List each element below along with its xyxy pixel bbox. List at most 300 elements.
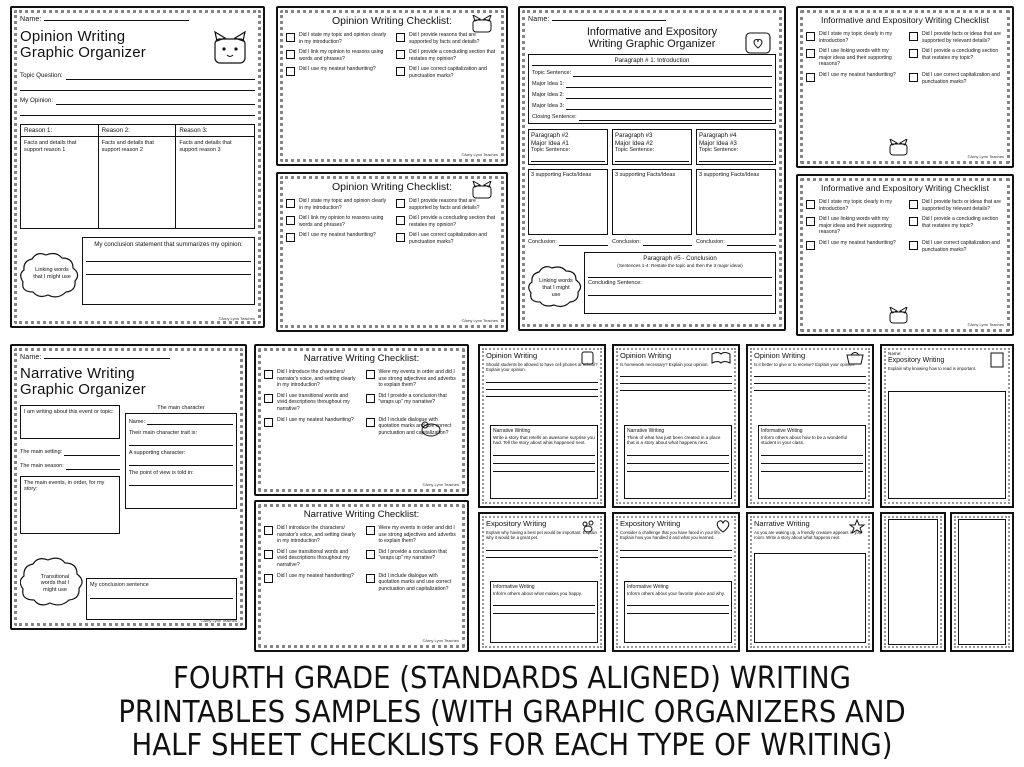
conclusion-rule	[727, 239, 776, 246]
intro-row-rule	[579, 113, 772, 121]
prompt-card-text: As you are waking up, a friendly creature appears in your room. Write a story about what happens next.	[754, 530, 863, 541]
writing-line	[627, 464, 729, 472]
checklist-item[interactable]	[366, 549, 460, 569]
checklist-item-label: Did I use my neatest handwriting?	[277, 572, 354, 579]
writing-line	[620, 551, 732, 558]
organizer-title-line2: Graphic Organizer	[20, 380, 146, 398]
checklist-item[interactable]	[264, 393, 358, 413]
writing-line	[754, 377, 866, 384]
checklist-item[interactable]	[366, 417, 460, 437]
point-of-view-rule	[129, 477, 233, 486]
writing-line	[493, 598, 595, 606]
checkbox[interactable]	[286, 216, 295, 225]
checklist-item[interactable]	[286, 232, 388, 245]
checklist-item-label: Did I provide reasons that are supported by facts and details?	[409, 32, 480, 45]
topic-question-rule	[66, 71, 255, 80]
sub-prompt-text: Inform others about how to be a wonderful student in your class.	[761, 434, 848, 446]
checklist-item[interactable]	[286, 215, 388, 228]
copyright-text: ©Amy Lynn Teaches	[218, 316, 255, 321]
sub-prompt-text: Write a story that retells an awesome surprise you had. Tell the story about what happened next.	[493, 434, 595, 446]
checklist-item-label: Did I use correct capitalization and punctuation marks?	[922, 240, 1000, 253]
conclusion-label: My conclusion statement that summarizes my opinion:	[94, 241, 243, 249]
paragraph-3-box	[612, 129, 692, 165]
writing-line	[754, 370, 866, 377]
checkbox[interactable]	[264, 574, 273, 583]
checklist-item[interactable]	[909, 240, 1004, 253]
conclusion-label: Conclusion:	[612, 239, 641, 246]
checklist-item-label: Did I link my opinion to reasons using words and phrases?	[299, 215, 384, 228]
checklist-item-label: Did I use my neatest handwriting?	[299, 66, 376, 73]
checkbox[interactable]	[396, 216, 405, 225]
checkbox[interactable]	[366, 370, 375, 379]
checkbox[interactable]	[264, 526, 273, 535]
facts-cell-1	[21, 137, 99, 228]
cat-doodle-icon	[886, 139, 912, 157]
checkbox[interactable]	[264, 550, 273, 559]
sub-prompt-title: Narrative Writing	[493, 428, 531, 434]
character-trait-label: Their main character trait is:	[128, 430, 197, 437]
sub-prompt-box	[624, 425, 732, 499]
conclusion-rule-2	[86, 262, 251, 275]
checklist-item-label: Did I use my neatest handwriting?	[277, 416, 354, 423]
intro-row-label: Major Idea 3:	[532, 103, 565, 110]
sub-prompt-title: Informative Writing	[761, 428, 803, 434]
writing-area-box	[958, 519, 1006, 645]
sub-prompt-box	[490, 581, 598, 643]
checklist-item-label: Did I include dialogue with quotation marks and use correct punctuation and capitalization?	[378, 416, 452, 436]
writing-line	[627, 598, 729, 606]
checklist-item[interactable]	[909, 31, 1004, 44]
caption-line-2: PRINTABLES SAMPLES (WITH GRAPHIC ORGANIZERS AND	[118, 694, 906, 730]
checklist-item-label: Did I use linking words with my major ideas and their supporting reasons?	[819, 216, 892, 236]
prompt-card-expository-1	[880, 344, 1014, 508]
checklist-item-label: Did I state my topic clearly in my introduction?	[819, 199, 893, 212]
checkbox[interactable]	[806, 200, 815, 209]
organizer-title-line1: Informative and Expository	[586, 26, 718, 38]
checklist-item[interactable]	[909, 48, 1004, 68]
checkbox[interactable]	[286, 33, 295, 42]
linking-words-cloud	[20, 237, 82, 305]
paragraph-header: Paragraph #2	[531, 131, 569, 139]
prompt-card-lines	[754, 370, 866, 391]
name-field-label	[20, 15, 255, 23]
writing-line	[620, 544, 732, 551]
heart-icon	[714, 519, 732, 533]
checklist-item-label: Did I use transitional words and vivid descriptions throughout my narrative?	[277, 392, 350, 413]
intro-row-rule	[566, 91, 772, 99]
writing-line	[627, 448, 729, 456]
prompt-card-blank-2	[950, 512, 1014, 652]
conclusion-rule-1	[86, 249, 251, 262]
transitional-words-cloud	[20, 542, 86, 620]
writing-line	[493, 448, 595, 456]
facts-cell-3	[176, 137, 254, 228]
reason-label-3: Reason 3:	[179, 126, 208, 134]
checkbox[interactable]	[264, 394, 273, 403]
name-rule	[44, 353, 170, 359]
checklist-item[interactable]	[286, 66, 388, 79]
character-trait-rule	[129, 437, 233, 446]
topic-question-rule-2	[20, 80, 255, 91]
name-label: Name:	[20, 354, 42, 361]
sub-prompt-box	[624, 581, 732, 643]
prompt-card-text: Explain why having a best pet would be important. Explain why it would be a great pet.	[486, 530, 597, 541]
writing-line	[493, 464, 595, 472]
prompt-card-opinion-2	[612, 344, 740, 508]
checklist-item[interactable]	[909, 72, 1004, 85]
facts-label-2: Facts and details that support reason 2	[101, 140, 154, 154]
checklist-item-label: Did I introduce the characters/ narrator's voice, and setting clearly in my introduction?	[277, 525, 356, 545]
facts-cell-2	[99, 137, 177, 228]
checklist-item[interactable]	[286, 198, 388, 211]
opinion-writing-checklist-2	[276, 172, 508, 332]
writing-line	[620, 377, 732, 384]
writing-line	[620, 370, 732, 377]
paragraph-5-header: Paragraph #5 - Conclusion	[643, 255, 717, 263]
checkbox[interactable]	[806, 73, 815, 82]
checklist-item[interactable]	[264, 369, 358, 389]
checklist-title: Narrative Writing Checklist:	[303, 353, 420, 364]
checkbox[interactable]	[396, 199, 405, 208]
transition-cloud-text: Transitional words that I might use	[40, 573, 70, 594]
paragraph-header: Paragraph #4	[699, 131, 737, 139]
checkbox[interactable]	[396, 50, 405, 59]
sub-prompt-box	[490, 425, 598, 499]
writing-line	[620, 384, 732, 391]
intro-row-label: Closing Sentence:	[532, 114, 577, 121]
writing-line	[486, 551, 598, 558]
checkbox[interactable]	[909, 200, 918, 209]
checklist-title: Opinion Writing Checklist:	[331, 15, 453, 27]
checkbox[interactable]	[909, 73, 918, 82]
checkbox[interactable]	[366, 394, 375, 403]
checklist-item-label: Did I provide a concluding section that restates my opinion?	[409, 49, 496, 62]
checkbox[interactable]	[286, 50, 295, 59]
checkbox[interactable]	[286, 67, 295, 76]
prompt-card-title: Opinion Writing	[486, 351, 538, 360]
cat-doodle-icon	[207, 29, 253, 69]
checklist-item-label: Did I provide facts or ideas that are supported by relevant details?	[922, 199, 1001, 212]
support-box-2	[612, 169, 692, 235]
writing-area-box	[754, 553, 866, 643]
paragraph-rule	[699, 154, 773, 162]
sub-prompt-text: Inform others about what makes you happy.	[493, 590, 583, 596]
sub-prompt-text: Think of what has just been created in a place that is a story about what happens next.	[627, 434, 721, 446]
paragraph-5-rule-2	[588, 287, 772, 296]
character-name-rule	[147, 417, 233, 425]
intro-row-label: Major Idea 2:	[532, 92, 565, 99]
checkbox[interactable]	[806, 32, 815, 41]
prompt-card-text: Is homework necessary? Explain your opinion.	[620, 362, 709, 367]
prompt-card-text: Explain why knowing how to read is important.	[888, 365, 977, 371]
organizer-title-line1: Narrative Writing	[20, 365, 135, 382]
name-rule	[552, 15, 666, 21]
checklist-item-label: Were my events in order and did I use strong adjectives and adverbs to explain them?	[378, 369, 456, 389]
narrative-writing-checklist-1	[254, 344, 469, 496]
prompt-card-blank-1	[880, 512, 946, 652]
checklist-item[interactable]	[909, 216, 1004, 236]
checklist-item-label: Did I provide a conclusion that "wraps up" my narrative?	[378, 392, 447, 406]
cat-face-icon	[468, 15, 496, 33]
support-label: 3 supporting Facts/Ideas	[699, 172, 760, 179]
checkbox[interactable]	[806, 241, 815, 250]
prompt-card-opinion-3	[746, 344, 874, 508]
writing-line	[761, 456, 863, 464]
prompt-card-lines	[620, 370, 732, 391]
paragraph-idea: Major Idea #1	[531, 139, 569, 147]
prompt-card-text: Should students be allowed to have cell phones at school? Explain your opinion.	[486, 362, 598, 373]
checkbox[interactable]	[909, 241, 918, 250]
checklist-item-label: Did I state my topic and opinion clearly in my introduction?	[299, 198, 387, 211]
name-label: Name:	[528, 16, 550, 23]
prompt-card-title: Opinion Writing	[754, 351, 806, 360]
narrative-writing-checklist-2	[254, 500, 469, 652]
conclusion-rule	[643, 239, 692, 246]
checkbox[interactable]	[264, 418, 273, 427]
informative-writing-checklist-1	[796, 6, 1014, 168]
checkbox[interactable]	[396, 67, 405, 76]
writing-line	[493, 456, 595, 464]
checkbox[interactable]	[286, 233, 295, 242]
conclusion-rule	[559, 239, 608, 246]
prompt-card-lines	[486, 376, 598, 397]
linking-words-cloud	[528, 252, 584, 314]
supporting-character-label: A supporting character:	[128, 450, 186, 457]
informative-writing-checklist-2	[796, 174, 1014, 336]
opinion-writing-graphic-organizer	[10, 6, 265, 328]
conclusion-row-2	[612, 239, 692, 246]
intro-row-label: Topic Sentence:	[532, 70, 572, 77]
checklist-item[interactable]	[396, 49, 498, 62]
reason-label-1: Reason 1:	[24, 126, 53, 134]
checklist-item[interactable]	[264, 417, 358, 437]
season-label: The main season:	[20, 462, 64, 469]
phone-icon	[578, 351, 598, 365]
prompt-card-text: Consider a challenge that you have faced in your life. Explain how you handled it and what you learned.	[620, 530, 722, 541]
cat-face-icon	[468, 181, 496, 199]
conclusion-row-3	[696, 239, 776, 246]
checklist-item-label: Did I provide a concluding section that restates my topic?	[922, 216, 999, 229]
checkbox[interactable]	[286, 199, 295, 208]
checklist-item[interactable]	[396, 232, 498, 245]
checklist-item[interactable]	[286, 32, 388, 45]
prompt-card-expository-3	[612, 512, 740, 652]
organizer-title-line2: Graphic Organizer	[20, 43, 146, 61]
checklist-item[interactable]	[806, 31, 901, 44]
page-icon	[988, 351, 1006, 369]
checkbox[interactable]	[396, 33, 405, 42]
star-icon	[848, 519, 866, 533]
book-icon	[710, 351, 732, 365]
checklist-item[interactable]	[286, 49, 388, 62]
paragraph-5-rule	[588, 269, 772, 278]
conclusion-box	[82, 237, 255, 305]
paragraph-rule	[531, 154, 605, 162]
support-label: 3 supporting Facts/Ideas	[531, 172, 592, 179]
prompt-card-title: Narrative Writing	[754, 519, 810, 528]
name-field-label	[20, 353, 237, 361]
checklist-item[interactable]	[806, 72, 901, 85]
checklist-title: Opinion Writing Checklist:	[331, 181, 453, 193]
checklist-item-label: Did I use correct capitalization and punctuation marks?	[409, 232, 487, 246]
copyright-text: ©Amy Lynn Teaches	[422, 482, 459, 487]
reason-cell-3	[176, 125, 254, 137]
copyright-text: ©Amy Lynn Teaches	[422, 638, 459, 643]
checklist-item-label: Did I include dialogue with quotation marks and use correct punctuation and capitalization?	[378, 572, 452, 592]
conclusion-label: Conclusion:	[528, 239, 557, 246]
checklist-item[interactable]	[366, 573, 460, 593]
checklist-item-label: Did I provide a concluding section that restates my opinion?	[409, 215, 496, 228]
paragraph-rule	[615, 154, 689, 162]
supporting-character-rule	[129, 457, 233, 466]
intro-row-label: Major Idea 1:	[532, 81, 565, 88]
paragraph-4-box	[696, 129, 776, 165]
checklist-item[interactable]	[396, 32, 498, 45]
setting-rule	[64, 448, 120, 456]
paragraph-idea: Major Idea #3	[699, 139, 737, 147]
sub-prompt-title: Narrative Writing	[627, 428, 665, 434]
checklist-item-label: Did I use my neatest handwriting?	[819, 72, 896, 79]
narrative-conclusion-rule	[90, 588, 233, 599]
name-field-label	[528, 15, 776, 23]
concluding-label: Concluding Sentence:	[588, 280, 642, 287]
paragraph-1-header: Paragraph # 1: Introduction	[532, 57, 772, 66]
checkbox[interactable]	[366, 526, 375, 535]
paragraph-topic: Topic Sentence:	[699, 147, 739, 154]
checklist-item-label: Did I provide reasons that are supported by facts and details?	[409, 198, 480, 211]
prompt-card-opinion-1	[478, 344, 606, 508]
checklist-item[interactable]	[264, 573, 358, 593]
intro-row-rule	[566, 102, 772, 110]
checklist-item-label: Did I use correct capitalization and punctuation marks?	[922, 72, 1000, 85]
main-events-box	[20, 476, 120, 534]
checklist-item[interactable]	[806, 240, 901, 253]
topic-question-label: Topic Question:	[20, 71, 63, 79]
paragraph-2-box	[528, 129, 608, 165]
checklist-item[interactable]	[264, 549, 358, 569]
checkbox[interactable]	[806, 217, 815, 226]
season-rule	[66, 462, 120, 470]
checklist-item[interactable]	[396, 198, 498, 211]
sub-prompt-title: Informative Writing	[493, 584, 535, 590]
checklist-item[interactable]	[264, 525, 358, 545]
writing-line	[486, 376, 598, 383]
writing-line	[486, 390, 598, 397]
cat-doodle-icon	[886, 307, 912, 325]
my-opinion-rule-2	[20, 105, 255, 116]
checkbox[interactable]	[366, 574, 375, 583]
heart-doodle-icon	[740, 23, 776, 59]
checklist-item-label: Did I provide a concluding section that restates my topic?	[922, 48, 999, 61]
checklist-item-label: Did I link my opinion to reasons using words and phrases?	[299, 49, 384, 62]
main-character-title: The main character	[157, 404, 205, 411]
checkbox[interactable]	[909, 217, 918, 226]
sub-prompt-title: Informative Writing	[627, 584, 669, 590]
writing-line	[493, 606, 595, 614]
writing-line	[627, 606, 729, 614]
narrative-conclusion-box	[86, 578, 237, 620]
basket-icon	[844, 351, 866, 365]
prompt-card-expository-2	[478, 512, 606, 652]
reason-cell-1	[21, 125, 99, 137]
copyright-text: ©Amy Lynn Teaches	[200, 618, 237, 623]
checklist-item-label: Did I state my topic clearly in my introduction?	[819, 31, 893, 44]
writing-area-box	[888, 519, 938, 645]
checklist-item[interactable]	[806, 216, 901, 236]
paragraph-1-box	[528, 54, 776, 124]
checkbox[interactable]	[806, 49, 815, 58]
character-name-label: Name:	[128, 418, 146, 425]
checklist-item-label: Were my events in order and did I use strong adjectives and adverbs to explain them?	[378, 525, 456, 545]
main-events-label: The main events, in order, for my story:	[24, 479, 105, 493]
intro-row-rule	[573, 69, 772, 77]
checklist-item[interactable]	[366, 393, 460, 413]
copyright-text: ©Amy Lynn Teaches	[967, 322, 1004, 327]
intro-row-rule	[566, 80, 772, 88]
informative-expository-graphic-organizer	[518, 6, 786, 331]
reason-label-2: Reason 2:	[101, 126, 130, 134]
paragraph-topic: Topic Sentence:	[531, 147, 571, 154]
name-label: Name:	[888, 351, 902, 356]
checklist-item-label: Did I introduce the characters/ narrator's voice, and setting clearly in my introduction?	[277, 369, 356, 389]
writing-line	[761, 464, 863, 472]
checklist-item-label: Did I use transitional words and vivid descriptions throughout my narrative?	[277, 548, 350, 569]
reason-cell-2	[99, 125, 177, 137]
writing-line	[761, 448, 863, 456]
checkbox[interactable]	[909, 32, 918, 41]
checkbox[interactable]	[366, 550, 375, 559]
paragraph-5-box	[584, 252, 776, 314]
checklist-item-label: Did I use my neatest handwriting?	[299, 232, 376, 239]
name-label: Name:	[20, 16, 42, 23]
prompt-card-title: Opinion Writing	[620, 351, 672, 360]
checklist-title: Informative and Expository Writing Checklist	[821, 183, 989, 193]
checkbox[interactable]	[396, 233, 405, 242]
prompt-card-title: Expository Writing	[486, 519, 547, 528]
checklist-item-label: Did I provide a conclusion that "wraps up" my narrative?	[378, 548, 447, 562]
paragraph-topic: Topic Sentence:	[615, 147, 655, 154]
linking-cloud-text: Linking words that I might use	[33, 267, 71, 281]
conclusion-label: Conclusion:	[696, 239, 725, 246]
checkbox[interactable]	[264, 370, 273, 379]
checklist-item[interactable]	[366, 525, 460, 545]
checklist-item[interactable]	[396, 215, 498, 228]
checklist-title: Informative and Expository Writing Checklist	[821, 15, 989, 25]
prompt-card-title: Expository Writing	[888, 356, 945, 364]
copyright-text: ©Amy Lynn Teaches	[461, 318, 498, 323]
name-rule	[44, 15, 190, 21]
checklist-item[interactable]	[366, 369, 460, 389]
checkbox[interactable]	[909, 49, 918, 58]
prompt-card-lines	[620, 544, 732, 558]
caption-line-3: HALF SHEET CHECKLISTS FOR EACH TYPE OF WRITING)	[131, 728, 893, 764]
checklist-item[interactable]	[806, 48, 901, 68]
checklist-item[interactable]	[806, 199, 901, 212]
poster-caption	[0, 662, 1024, 763]
checkbox[interactable]	[366, 418, 375, 427]
setting-label: The main setting:	[20, 448, 63, 455]
mouse-doodle-icon	[419, 421, 443, 437]
checklist-item-label: Did I use my neatest handwriting?	[819, 240, 896, 247]
checklist-item[interactable]	[396, 66, 498, 79]
checklist-item[interactable]	[909, 199, 1004, 212]
narrative-conclusion-label: My conclusion sentence	[90, 581, 149, 588]
organizer-title-line1: Opinion Writing	[20, 28, 126, 45]
support-box-1	[528, 169, 608, 235]
copyright-text: ©Amy Lynn Teaches	[967, 154, 1004, 159]
my-opinion-rule	[56, 96, 255, 105]
linking-cloud-text: Linking words that I might use	[539, 278, 573, 299]
